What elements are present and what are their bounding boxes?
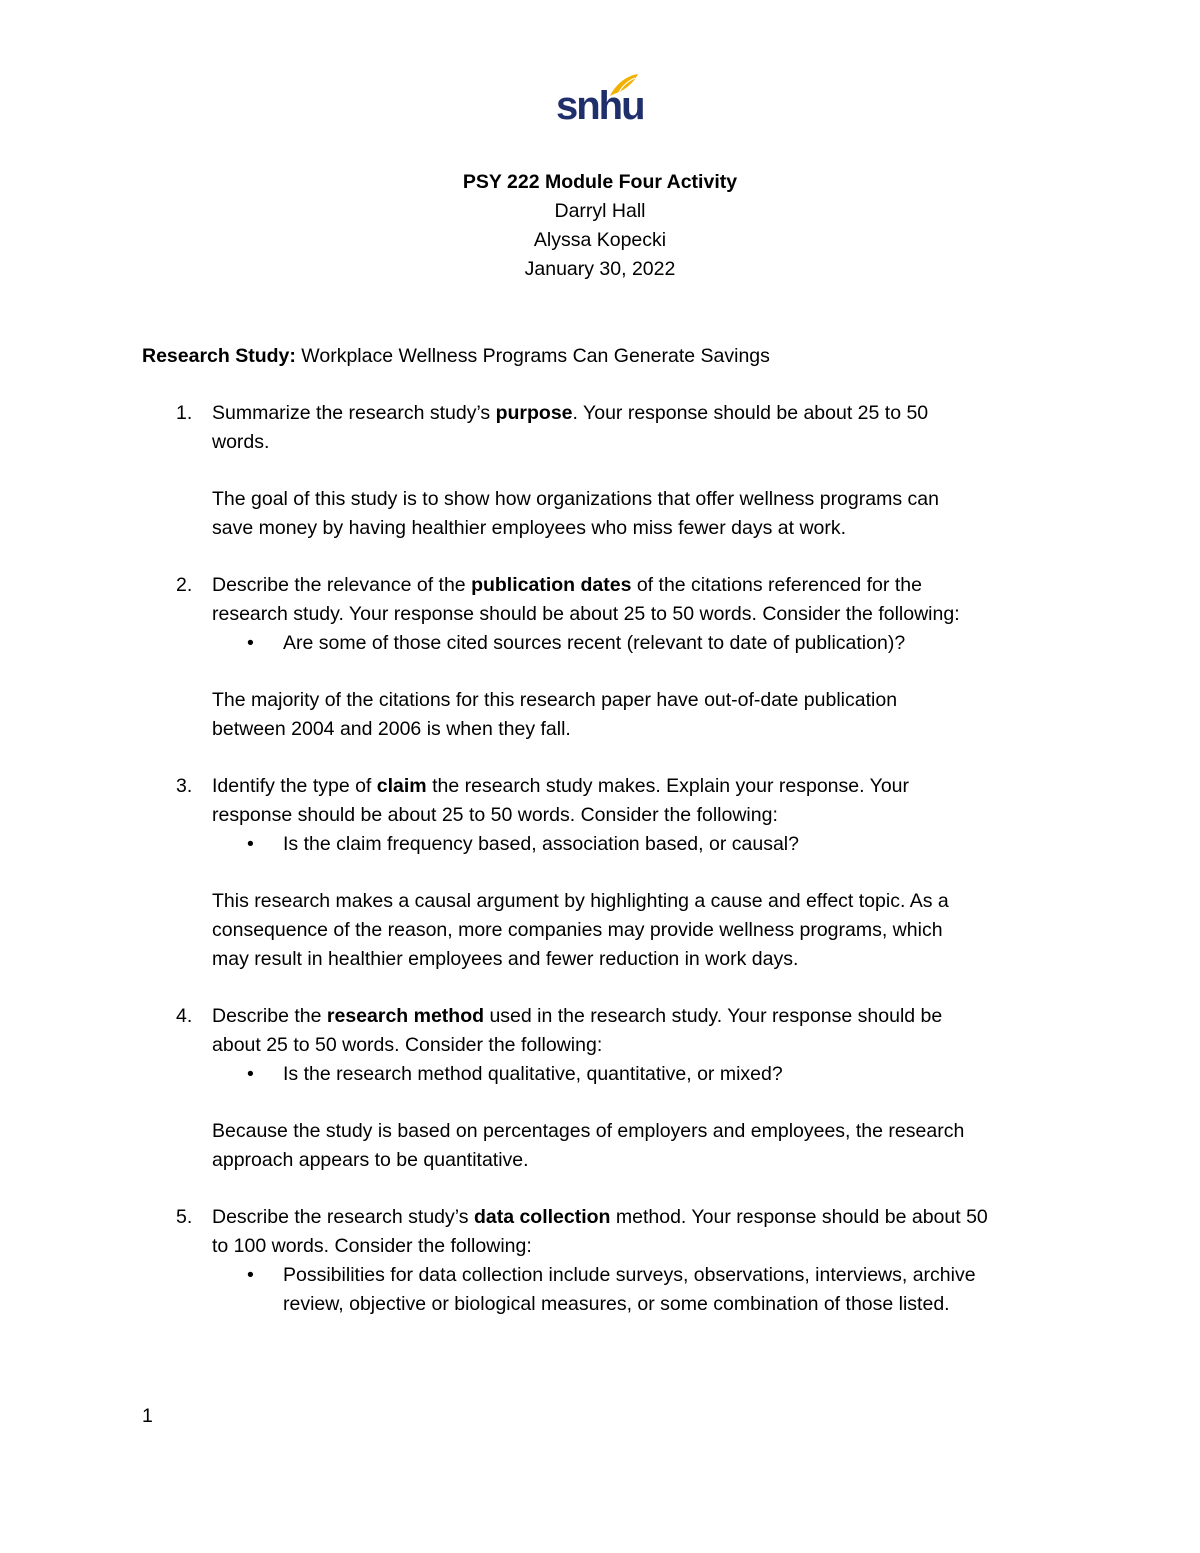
question-text-part: of the citations referenced for the xyxy=(631,574,922,596)
question-text-part: Describe the xyxy=(212,1005,327,1027)
question-text: research study. Your response should be about 25 to 50 words. Consider the following: xyxy=(212,603,960,625)
question-text: about 25 to 50 words. Consider the following: xyxy=(212,1034,603,1056)
bullet-icon: • xyxy=(247,1063,254,1085)
bullet-text: Is the claim frequency based, association based, or causal? xyxy=(283,833,799,855)
question-text: response should be about 25 to 50 words. Consider the following: xyxy=(212,804,778,826)
question-keyword: publication dates xyxy=(471,574,632,596)
answer-text: The majority of the citations for this research paper have out-of-date publication xyxy=(212,689,898,711)
question-text-part: Identify the type of xyxy=(212,775,377,797)
question-number: 5. xyxy=(176,1206,193,1228)
question-keyword: purpose xyxy=(495,402,573,424)
question-text-part: . Your response should be about 25 to 50 xyxy=(572,402,929,424)
answer-text: Because the study is based on percentages of employers and employees, the research xyxy=(212,1120,965,1142)
answer-text: The goal of this study is to show how organizations that offer wellness programs can xyxy=(212,488,939,510)
instructor-name: Alyssa Kopecki xyxy=(533,229,667,251)
page-number: 1 xyxy=(142,1405,153,1427)
question-text xyxy=(212,772,909,801)
document-date: January 30, 2022 xyxy=(524,258,676,280)
snhu-logo xyxy=(550,70,650,140)
question-text-part: Summarize the research study’s xyxy=(212,402,496,424)
question-text-part: used in the research study. Your response should be xyxy=(484,1005,943,1027)
question-number: 3. xyxy=(176,775,193,797)
bullet-text: Is the research method qualitative, quantitative, or mixed? xyxy=(283,1063,783,1085)
answer-text: between 2004 and 2006 is when they fall. xyxy=(212,718,571,740)
question-text xyxy=(212,399,928,428)
question-text-part: method. Your response should be about 50 xyxy=(610,1206,988,1228)
author-name: Darryl Hall xyxy=(554,200,646,222)
answer-text: approach appears to be quantitative. xyxy=(212,1149,529,1171)
question-text-part: Describe the research study’s xyxy=(212,1206,474,1228)
question-text-part: Describe the relevance of the xyxy=(212,574,472,596)
document-title: PSY 222 Module Four Activity xyxy=(462,171,738,193)
bullet-text: Are some of those cited sources recent (relevant to date of publication)? xyxy=(283,632,906,654)
question-text-part: the research study makes. Explain your response. Your xyxy=(426,775,910,797)
bullet-icon: • xyxy=(247,1264,254,1286)
answer-text: consequence of the reason, more companies may provide wellness programs, which xyxy=(212,919,943,941)
question-number: 4. xyxy=(176,1005,193,1027)
document-header xyxy=(0,168,1200,284)
bullet-text: Possibilities for data collection include surveys, observations, interviews, archive xyxy=(283,1264,976,1286)
question-text xyxy=(212,1203,988,1232)
question-text: to 100 words. Consider the following: xyxy=(212,1235,532,1257)
question-text xyxy=(212,1002,942,1031)
research-study-label: Research Study: xyxy=(142,345,296,367)
answer-text: may result in healthier employees and fewer reduction in work days. xyxy=(212,948,799,970)
bullet-text: review, objective or biological measures, or some combination of those listed. xyxy=(283,1293,950,1315)
question-keyword: data collection xyxy=(473,1206,611,1228)
bullet-icon: • xyxy=(247,833,254,855)
answer-text: save money by having healthier employees who miss fewer days at work. xyxy=(212,517,847,539)
question-number: 1. xyxy=(176,402,193,424)
logo-wordmark: snhu xyxy=(556,84,644,128)
question-number: 2. xyxy=(176,574,193,596)
bullet-icon: • xyxy=(247,632,254,654)
question-text xyxy=(212,571,922,600)
research-study-line xyxy=(142,342,770,371)
question-keyword: research method xyxy=(326,1005,485,1027)
research-study-title: Workplace Wellness Programs Can Generate Savings xyxy=(295,345,770,367)
answer-text: This research makes a causal argument by highlighting a cause and effect topic. As a xyxy=(212,890,949,912)
question-text: words. xyxy=(212,431,270,453)
question-keyword: claim xyxy=(376,775,427,797)
